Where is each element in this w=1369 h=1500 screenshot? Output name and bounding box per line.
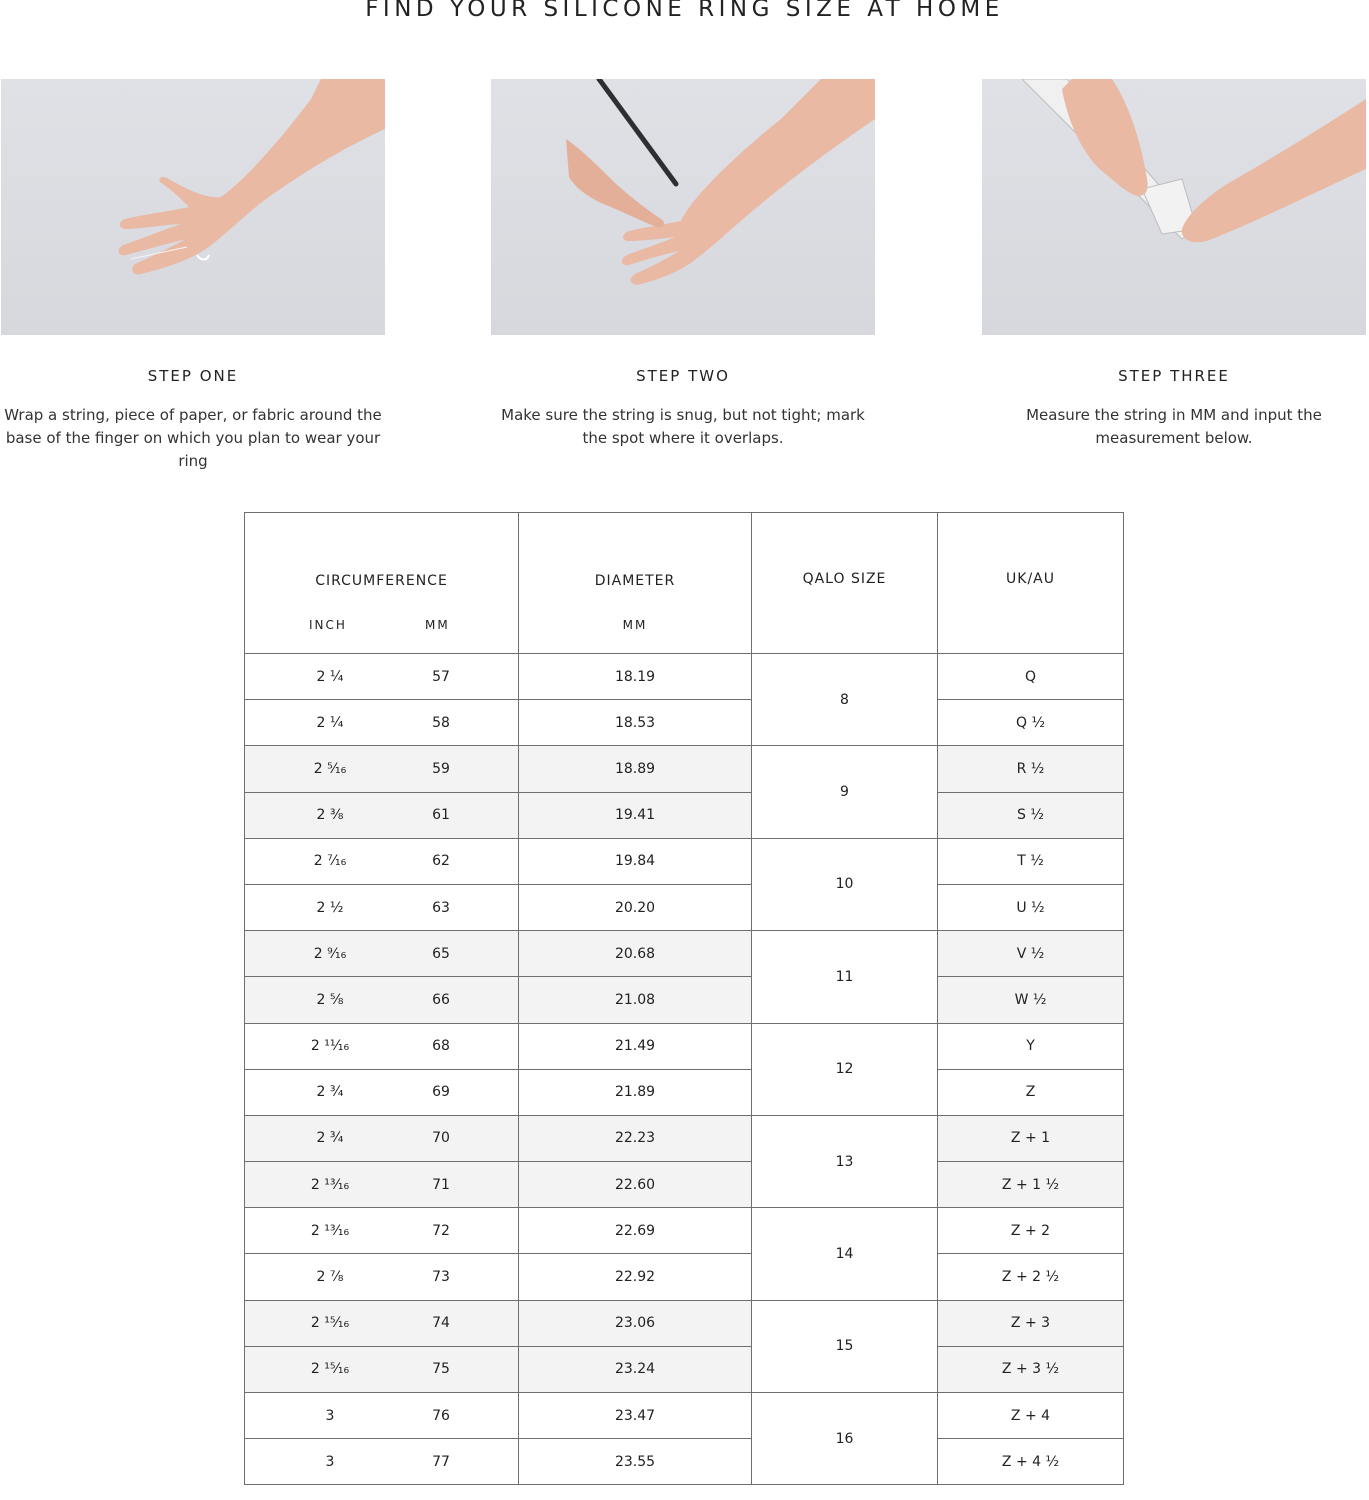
mm-value: 72 xyxy=(432,1222,450,1239)
uk-au-cell: R ½ xyxy=(938,746,1124,792)
diameter-cell: 22.23 xyxy=(519,1115,752,1161)
diameter-cell: 18.89 xyxy=(519,746,752,792)
inch-value: 2 ¼ xyxy=(316,668,344,685)
diameter-cell: 22.60 xyxy=(519,1162,752,1208)
inch-value: 2 ½ xyxy=(316,899,344,916)
uk-au-cell: Z + 1 xyxy=(938,1115,1124,1161)
mm-value: 74 xyxy=(432,1315,450,1332)
inch-value: 2 ¾ xyxy=(316,1084,344,1101)
circumference-cell xyxy=(245,931,519,977)
qalo-size-cell: 16 xyxy=(752,1393,938,1485)
uk-au-cell: V ½ xyxy=(938,931,1124,977)
table-row xyxy=(245,931,1124,977)
mm-value: 58 xyxy=(432,714,450,731)
qalo-size-cell: 14 xyxy=(752,1208,938,1300)
inch-value: 2 ⅜ xyxy=(316,807,344,824)
inch-value: 2 ¼ xyxy=(316,714,344,731)
circumference-cell xyxy=(245,1162,519,1208)
circumference-cell xyxy=(245,1346,519,1392)
inch-value: 2 ⁵⁄₁₆ xyxy=(313,760,347,777)
diameter-cell: 21.89 xyxy=(519,1069,752,1115)
mm-value: 77 xyxy=(432,1453,450,1470)
circumference-cell xyxy=(245,1254,519,1300)
circumference-cell xyxy=(245,1439,519,1485)
diameter-cell: 19.84 xyxy=(519,838,752,884)
step-two-photo xyxy=(491,79,875,335)
uk-au-cell: S ½ xyxy=(938,792,1124,838)
table-row xyxy=(245,700,1124,746)
diameter-cell: 21.49 xyxy=(519,1023,752,1069)
inch-subheader: INCH xyxy=(309,618,347,632)
inch-value: 2 ¹³⁄₁₆ xyxy=(310,1222,350,1239)
step-two-text: Make sure the string is snug, but not tight; mark the spot where it overlaps. xyxy=(501,406,865,447)
table-row xyxy=(245,977,1124,1023)
circumference-cell xyxy=(245,977,519,1023)
qalo-size-cell: 15 xyxy=(752,1300,938,1392)
inch-value: 3 xyxy=(325,1453,335,1470)
table-row xyxy=(245,1023,1124,1069)
uk-au-cell: Z + 3 ½ xyxy=(938,1346,1124,1392)
uk-au-cell: Z + 3 xyxy=(938,1300,1124,1346)
diameter-cell: 23.47 xyxy=(519,1393,752,1439)
table-row xyxy=(245,1393,1124,1439)
inch-value: 2 ¹³⁄₁₆ xyxy=(310,1176,350,1193)
inch-value: 2 ¾ xyxy=(316,1130,344,1147)
circumference-cell xyxy=(245,746,519,792)
table-row xyxy=(245,1115,1124,1161)
uk-au-cell: U ½ xyxy=(938,884,1124,930)
uk-au-header: UK/AU xyxy=(938,513,1124,654)
diameter-cell: 20.68 xyxy=(519,931,752,977)
table-row xyxy=(245,1162,1124,1208)
circumference-cell xyxy=(245,838,519,884)
circumference-cell xyxy=(245,1115,519,1161)
mm-value: 76 xyxy=(432,1407,450,1424)
uk-au-cell: W ½ xyxy=(938,977,1124,1023)
diameter-mm-subheader: MM xyxy=(622,618,648,632)
uk-au-cell: Z + 4 ½ xyxy=(938,1439,1124,1485)
table-row xyxy=(245,1439,1124,1485)
mm-value: 69 xyxy=(432,1084,450,1101)
mm-subheader: MM xyxy=(425,618,450,632)
mm-value: 71 xyxy=(432,1176,450,1193)
circumference-cell xyxy=(245,1393,519,1439)
uk-au-cell: Y xyxy=(938,1023,1124,1069)
diameter-cell: 23.55 xyxy=(519,1439,752,1485)
inch-value: 2 ⁷⁄₁₆ xyxy=(313,853,347,870)
diameter-cell: 18.19 xyxy=(519,654,752,700)
mm-value: 63 xyxy=(432,899,450,916)
step-one-photo xyxy=(1,79,385,335)
inch-value: 3 xyxy=(325,1407,335,1424)
inch-value: 2 ⅝ xyxy=(316,991,344,1008)
mm-value: 57 xyxy=(432,668,450,685)
table-row xyxy=(245,654,1124,700)
uk-au-cell: Q xyxy=(938,654,1124,700)
qalo-size-cell: 11 xyxy=(752,931,938,1023)
circumference-cell xyxy=(245,1300,519,1346)
mm-value: 68 xyxy=(432,1038,450,1055)
qalo-size-cell: 12 xyxy=(752,1023,938,1115)
uk-au-cell: Z + 2 xyxy=(938,1208,1124,1254)
step-one-title: STEP ONE xyxy=(147,367,239,385)
mm-value: 59 xyxy=(432,760,450,777)
qalo-size-cell: 9 xyxy=(752,746,938,838)
diameter-header: DIAMETER MM xyxy=(519,513,752,654)
inch-value: 2 ⁹⁄₁₆ xyxy=(313,945,347,962)
uk-au-cell: Z + 2 ½ xyxy=(938,1254,1124,1300)
qalo-size-cell: 8 xyxy=(752,654,938,746)
hand-marking-with-pen-illustration xyxy=(491,79,875,335)
page-title: FIND YOUR SILICONE RING SIZE AT HOME xyxy=(365,0,1004,22)
ring-size-table xyxy=(244,512,1124,1485)
circumference-cell xyxy=(245,654,519,700)
diameter-cell: 21.08 xyxy=(519,977,752,1023)
step-three-title: STEP THREE xyxy=(1118,367,1230,385)
step-three-photo xyxy=(982,79,1366,335)
mm-value: 70 xyxy=(432,1130,450,1147)
qalo-size-cell: 13 xyxy=(752,1115,938,1207)
qalo-size-header: QALO SIZE xyxy=(752,513,938,654)
diameter-cell: 20.20 xyxy=(519,884,752,930)
circumference-cell xyxy=(245,1023,519,1069)
mm-value: 73 xyxy=(432,1269,450,1286)
diameter-cell: 23.06 xyxy=(519,1300,752,1346)
uk-au-cell: T ½ xyxy=(938,838,1124,884)
inch-value: 2 ¹⁵⁄₁₆ xyxy=(310,1315,350,1332)
table-row xyxy=(245,746,1124,792)
circumference-cell xyxy=(245,884,519,930)
hand-with-string-illustration xyxy=(1,79,385,335)
table-row xyxy=(245,884,1124,930)
diameter-cell: 22.69 xyxy=(519,1208,752,1254)
table-row xyxy=(245,1254,1124,1300)
inch-value: 2 ⅞ xyxy=(316,1269,344,1286)
table-row xyxy=(245,1300,1124,1346)
mm-value: 61 xyxy=(432,807,450,824)
table-row xyxy=(245,1346,1124,1392)
table-row xyxy=(245,792,1124,838)
uk-au-cell: Q ½ xyxy=(938,700,1124,746)
table-row xyxy=(245,1069,1124,1115)
inch-value: 2 ¹¹⁄₁₆ xyxy=(310,1038,350,1055)
step-three-text: Measure the string in MM and input the measurement below. xyxy=(1026,406,1322,447)
uk-au-cell: Z + 1 ½ xyxy=(938,1162,1124,1208)
qalo-size-cell: 10 xyxy=(752,838,938,930)
table-row xyxy=(245,1208,1124,1254)
step-two-title: STEP TWO xyxy=(636,367,730,385)
circumference-cell xyxy=(245,792,519,838)
diameter-cell: 19.41 xyxy=(519,792,752,838)
uk-au-cell: Z + 4 xyxy=(938,1393,1124,1439)
uk-au-cell: Z xyxy=(938,1069,1124,1115)
table-header-row xyxy=(245,513,1124,654)
diameter-cell: 23.24 xyxy=(519,1346,752,1392)
mm-value: 65 xyxy=(432,945,450,962)
diameter-cell: 22.92 xyxy=(519,1254,752,1300)
inch-value: 2 ¹⁵⁄₁₆ xyxy=(310,1361,350,1378)
diameter-cell: 18.53 xyxy=(519,700,752,746)
mm-value: 75 xyxy=(432,1361,450,1378)
mm-value: 66 xyxy=(432,991,450,1008)
circumference-cell xyxy=(245,1208,519,1254)
circumference-header: CIRCUMFERENCE INCH MM xyxy=(245,513,519,654)
hands-with-ruler-illustration xyxy=(982,79,1366,335)
mm-value: 62 xyxy=(432,853,450,870)
circumference-cell xyxy=(245,700,519,746)
step-one-text: Wrap a string, piece of paper, or fabric around the base of the finger on which you plan to wear your ring xyxy=(4,406,382,470)
table-row xyxy=(245,838,1124,884)
circumference-cell xyxy=(245,1069,519,1115)
